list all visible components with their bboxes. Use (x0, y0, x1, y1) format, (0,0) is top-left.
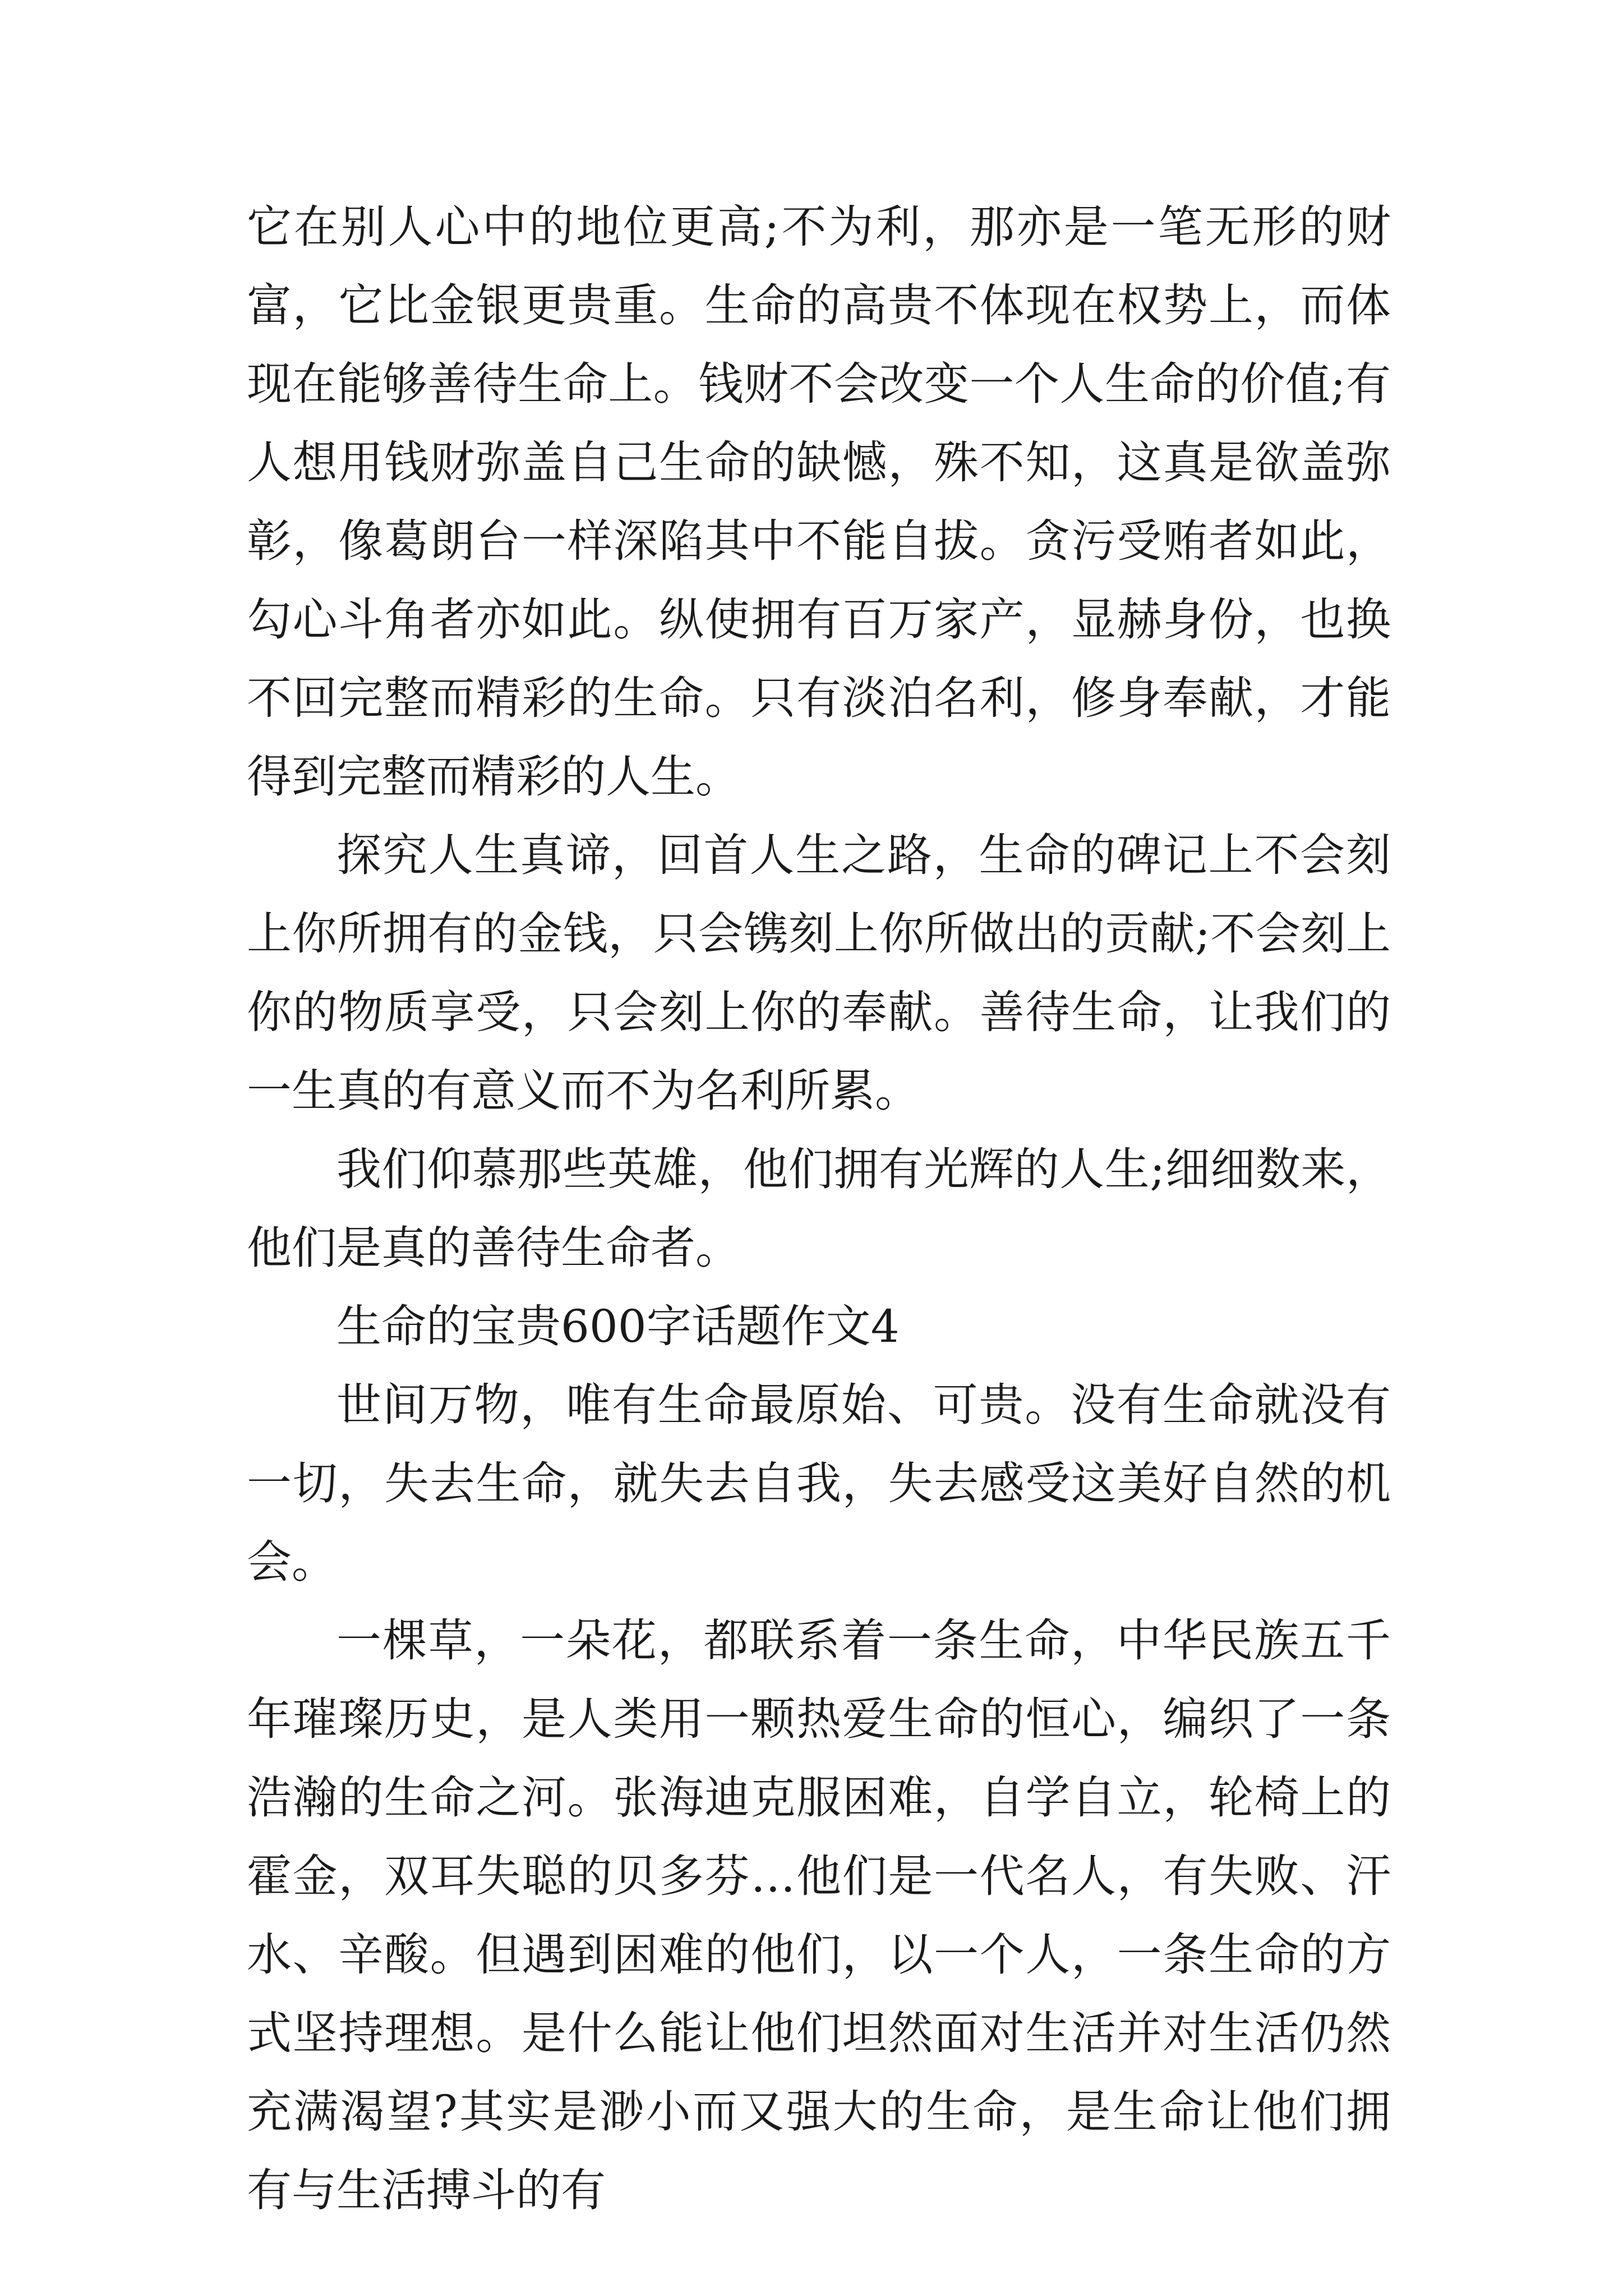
paragraph-grass-flower: 一棵草，一朵花，都联系着一条生命，中华民族五千年璀璨历史，是人类用一颗热爱生命的恒心，编织了一条浩瀚的生命之河。张海迪克服困难，自学自立，轮椅上的霍金，双耳失聪的贝多芬…他们是一代名人，有失败、汗水、辛酸。但遇到困难的他们，以一个人，一条生命的方式坚持理想。是什么能让他们坦然面对生活并对生活仍然充满渴望?其实是渺小而又强大的生命，是生命让他们拥有与生活搏斗的有 (247, 1614, 1391, 2216)
paragraph-all-things: 世间万物，唯有生命最原始、可贵。没有生命就没有一切，失去生命，就失去自我，失去感受这美好自然的机会。 (247, 1379, 1391, 1588)
paragraph-life-truth: 探究人生真谛，回首人生之路，生命的碑记上不会刻上你所拥有的金钱，只会镌刻上你所做出的贡献;不会刻上你的物质享受，只会刻上你的奉献。善待生命，让我们的一生真的有意义而不为名利所累。 (247, 829, 1391, 1117)
body-text (247, 188, 1391, 2230)
paragraph-continuation: 它在别人心中的地位更高;不为利，那亦是一笔无形的财富，它比金银更贵重。生命的高贵不体现在权势上，而体现在能够善待生命上。钱财不会改变一个人生命的价值;有人想用钱财弥盖自己生命的缺憾，殊不知，这真是欲盖弥彰，像葛朗台一样深陷其中不能自拔。贪污受贿者如此，勾心斗角者亦如此。纵使拥有百万家产，显赫身份，也换不回完整而精彩的生命。只有淡泊名利，修身奉献，才能得到完整而精彩的人生。 (247, 201, 1391, 803)
essay-heading: 生命的宝贵600字话题作文4 (336, 1300, 900, 1352)
paragraph-heroes: 我们仰慕那些英雄，他们拥有光辉的人生;细细数来，他们是真的善待生命者。 (247, 1143, 1391, 1274)
